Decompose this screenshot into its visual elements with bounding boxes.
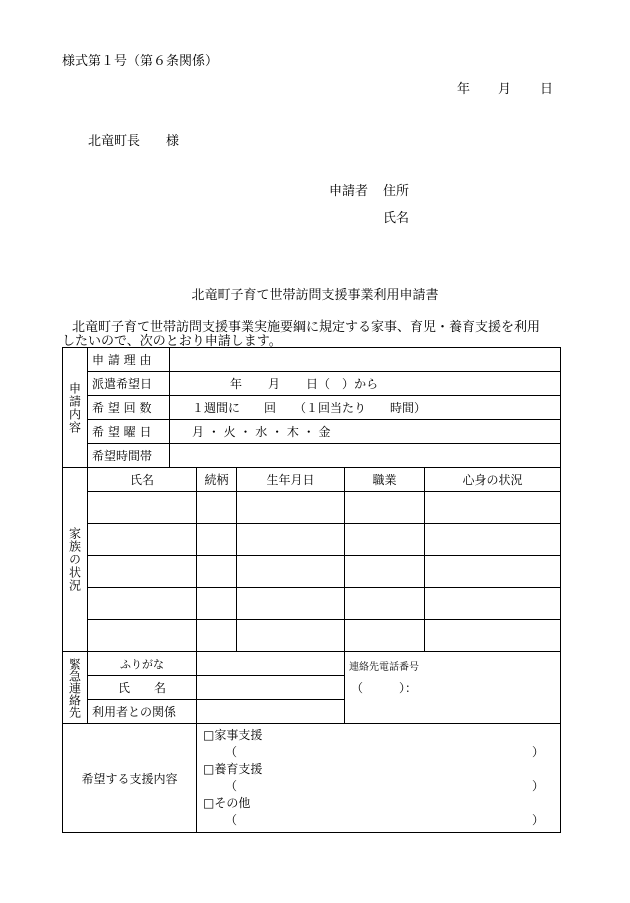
support-childcare-checkbox[interactable]: □養育支援 — [203, 762, 263, 776]
name-label: 氏名 — [383, 211, 410, 226]
application-section-label: 申請内容 — [63, 348, 88, 468]
family-cell-birthdate[interactable] — [237, 588, 345, 620]
emergency-section-label: 緊急連絡先 — [63, 652, 88, 724]
paren-close: ） — [532, 779, 545, 793]
family-cell-birthdate[interactable] — [237, 620, 345, 652]
start-date-field[interactable] — [170, 372, 561, 396]
family-cell-relation[interactable] — [197, 620, 237, 652]
count-field[interactable] — [170, 396, 561, 420]
support-housework-checkbox[interactable]: □家事支援 — [203, 728, 263, 742]
paren-close: ） — [532, 745, 545, 759]
family-cell-condition[interactable] — [425, 588, 561, 620]
family-cell-birthdate[interactable] — [237, 556, 345, 588]
family-cell-name[interactable] — [88, 524, 197, 556]
family-col-birthdate: 生年月日 — [237, 468, 345, 492]
paren-open: （ — [225, 813, 238, 827]
family-cell-relation[interactable] — [197, 556, 237, 588]
contact-name-label: 氏 名 — [88, 676, 197, 700]
date-month-label: 月 — [498, 82, 512, 97]
weekday-field[interactable] — [170, 420, 561, 444]
family-col-name: 氏名 — [88, 468, 197, 492]
support-options — [197, 724, 561, 833]
document-title: 北竜町子育て世帯訪問支援事業利用申請書 — [191, 288, 439, 303]
furigana-label: ふりがな — [88, 652, 197, 676]
address-label: 住所 — [383, 184, 410, 199]
paren-close: ） — [532, 813, 545, 827]
start-weekday-paren: （ ） — [318, 377, 355, 391]
reason-field[interactable] — [170, 348, 561, 372]
support-childcare-detail[interactable] — [203, 778, 554, 795]
weekday-label: 希 望 曜 日 — [88, 420, 170, 444]
count-value: １週間に 回 （１回当たり 時間） — [192, 401, 427, 415]
family-cell-name[interactable] — [88, 588, 197, 620]
family-col-relation: 続柄 — [197, 468, 237, 492]
family-row — [63, 556, 561, 588]
family-cell-name[interactable] — [88, 620, 197, 652]
paren-open: （ — [225, 745, 238, 759]
family-cell-condition[interactable] — [425, 620, 561, 652]
intro-line-2: したいので、次のとおり申請します。 — [62, 334, 282, 349]
support-other-checkbox[interactable]: □その他 — [203, 796, 251, 810]
relation-label: 利用者との関係 — [88, 700, 197, 724]
start-from: から — [354, 377, 379, 391]
family-cell-birthdate[interactable] — [237, 524, 345, 556]
family-cell-name[interactable] — [88, 556, 197, 588]
count-label: 希 望 回 数 — [88, 396, 170, 420]
family-cell-occupation[interactable] — [345, 556, 425, 588]
addressee: 北竜町長 様 — [88, 134, 180, 149]
form-number: 様式第１号（第６条関係） — [62, 54, 219, 69]
family-row — [63, 620, 561, 652]
family-cell-occupation[interactable] — [345, 524, 425, 556]
support-housework-detail[interactable] — [203, 744, 554, 761]
family-row — [63, 588, 561, 620]
start-day: 日 — [306, 377, 319, 391]
date-year-label: 年 — [457, 82, 471, 97]
timeslot-label: 希望時間帯 — [88, 444, 170, 468]
start-month: 月 — [268, 377, 281, 391]
family-col-condition: 心身の状況 — [425, 468, 561, 492]
family-cell-name[interactable] — [88, 492, 197, 524]
start-date-label: 派遣希望日 — [88, 372, 170, 396]
family-row — [63, 492, 561, 524]
timeslot-field[interactable] — [170, 444, 561, 468]
family-cell-occupation[interactable] — [345, 620, 425, 652]
paren-open: （ — [225, 779, 238, 793]
phone-value: （ ）： — [351, 681, 418, 695]
family-cell-condition[interactable] — [425, 524, 561, 556]
family-section-label: 家族の状況 — [63, 468, 88, 652]
phone-cell[interactable] — [345, 652, 561, 724]
support-label: 希望する支援内容 — [63, 724, 197, 833]
contact-name-field[interactable] — [197, 676, 345, 700]
family-cell-occupation[interactable] — [345, 588, 425, 620]
phone-label: 連絡先電話番号 — [349, 662, 419, 673]
date-day-label: 日 — [540, 82, 554, 97]
reason-label: 申 請 理 由 — [88, 348, 170, 372]
family-cell-relation[interactable] — [197, 492, 237, 524]
intro-line-1: 北竜町子育て世帯訪問支援事業実施要綱に規定する家事、育児・養育支援を利用 — [72, 320, 541, 335]
weekday-value: 月 ・ 火 ・ 水 ・ 木 ・ 金 — [192, 425, 331, 439]
family-col-occupation: 職業 — [345, 468, 425, 492]
start-year: 年 — [230, 377, 243, 391]
family-cell-relation[interactable] — [197, 588, 237, 620]
furigana-field[interactable] — [197, 652, 345, 676]
application-form-table — [62, 347, 561, 833]
applicant-label: 申請者 — [329, 184, 369, 199]
family-cell-birthdate[interactable] — [237, 492, 345, 524]
family-cell-condition[interactable] — [425, 556, 561, 588]
support-other-detail[interactable] — [203, 812, 554, 829]
relation-field[interactable] — [197, 700, 345, 724]
family-cell-condition[interactable] — [425, 492, 561, 524]
family-cell-occupation[interactable] — [345, 492, 425, 524]
family-cell-relation[interactable] — [197, 524, 237, 556]
family-row — [63, 524, 561, 556]
